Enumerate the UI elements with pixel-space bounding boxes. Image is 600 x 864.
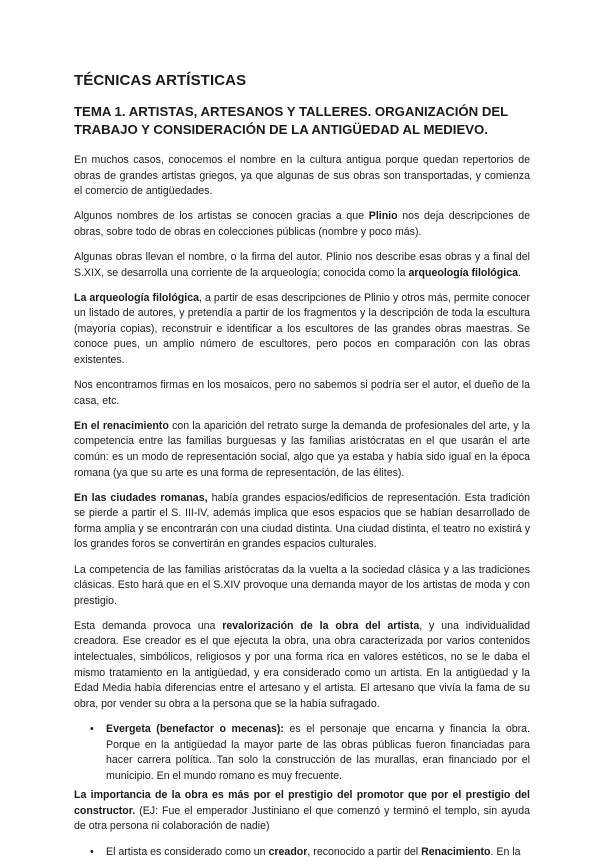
bullet-item-creator: • El artista es considerado como un creador, reconocido a partir del Renacimiento. En la [106, 845, 530, 861]
paragraph-4: La arqueología filológica, a partir de esas descripciones de Plinio y otros más, permite conocer un listado de autores, y pretendía a partir de los fragmentos y la descripción de toda la escultura (mayoría copias), reconstruir e identificar a los escultores de las grandes obras maestras. Se conoce pues, un amplio número de escultores, pero pocos en comparación con las obras existentes. [74, 291, 530, 367]
document-content [74, 72, 530, 864]
paragraph-9: Esta demanda provoca una revalorización de la obra del artista, y una individualidad creadora. Ese creador es el que ejecuta la obra, una obra caracterizada por varios contenidos intelectuales, simbólicos, religiosos y por una forma rica en valores estéticos, no se le daba el mismo tratamiento en la antigüedad, y era considerado como un artista. En la antigüedad y la Edad Media había diferencias entre el artesano y el artista. El artesano que vivía la fama de su obra, por vender su obra a la persona que se la había sufragado. [74, 619, 530, 710]
bullet-item-evergeta: • Evergeta (benefactor o mecenas): es el personaje que encarna y financia la obra. Porque en la antigüedad la mayor parte de las obras públicas fueron financiadas para hacer carrera política. Tan solo la construcción de las murallas, eran financiado por el municipio. En el mundo romano es muy frecuente. [106, 722, 530, 784]
paragraph-5: Nos encontramos firmas en los mosaicos, pero no sabemos si podría ser el autor, el dueño de la casa, etc. [74, 379, 530, 407]
chapter-heading: TEMA 1. ARTISTAS, ARTESANOS Y TALLERES. ORGANIZACIÓN DEL TRABAJO Y CONSIDERACIÓN DE LA ANTIGÜEDAD AL MEDIEVO. [74, 104, 508, 137]
paragraph-3: Algunas obras llevan el nombre, o la firma del autor. Plinio nos describe esas obras y a final del S.XIX, se desarrolla una corriente de la arqueología; conocida como la arqueología filológica. [74, 250, 530, 279]
bullet-list-evergeta [74, 722, 530, 784]
paragraph-importance: La importancia de la obra es más por el prestigio del promotor que por el prestigio del constructor. (EJ: Fue el emperador Justiniano el que comenzó y terminó el templo, sin ayuda de otra persona ni colaboración de nadie) [74, 789, 530, 833]
bullet-list-creator [74, 845, 530, 861]
paragraph-6: En el renacimiento con la aparición del retrato surge la demanda de profesionales del arte, y la competencia entre las familias burguesas y las familias aristócratas en el que usarán el arte común: es un modo de representación social, algo que ya estaba y había sido igual en la época romana (ya que su arte es una forma de representación, de las élites). [74, 419, 530, 479]
document-title: TÉCNICAS ARTÍSTICAS [74, 72, 247, 89]
paragraph-2: Algunos nombres de los artistas se conocen gracias a que Plinio nos deja descripciones de obras, sobre todo de obras en colecciones públicas (nombre y poco más). [74, 210, 530, 238]
paragraph-8: La competencia de las familias aristócratas da la vuelta a la sociedad clásica y a las tradiciones clásicas. Esto hará que en el S.XIV provoque una demanda mayor de los artistas de moda y con prestigio. [74, 563, 530, 607]
paragraph-1: En muchos casos, conocemos el nombre en la cultura antigua porque quedan repertorios de obras de grandes artistas griegos, ya que algunas de sus obras son transportadas, y comienza el comercio de antigüedades. [74, 154, 530, 198]
paragraph-7: En las ciudades romanas, había grandes espacios/edificios de representación. Esta tradición se pierde a partir el S. III-IV, además implica que esos espacios que se habían desarrollado de forma amplia y se encontrarán con una ciudad distinta. Una ciudad distinta, el teatro no existirá y los grandes foros se convertirán en grandes espacios culturales. [74, 491, 530, 551]
